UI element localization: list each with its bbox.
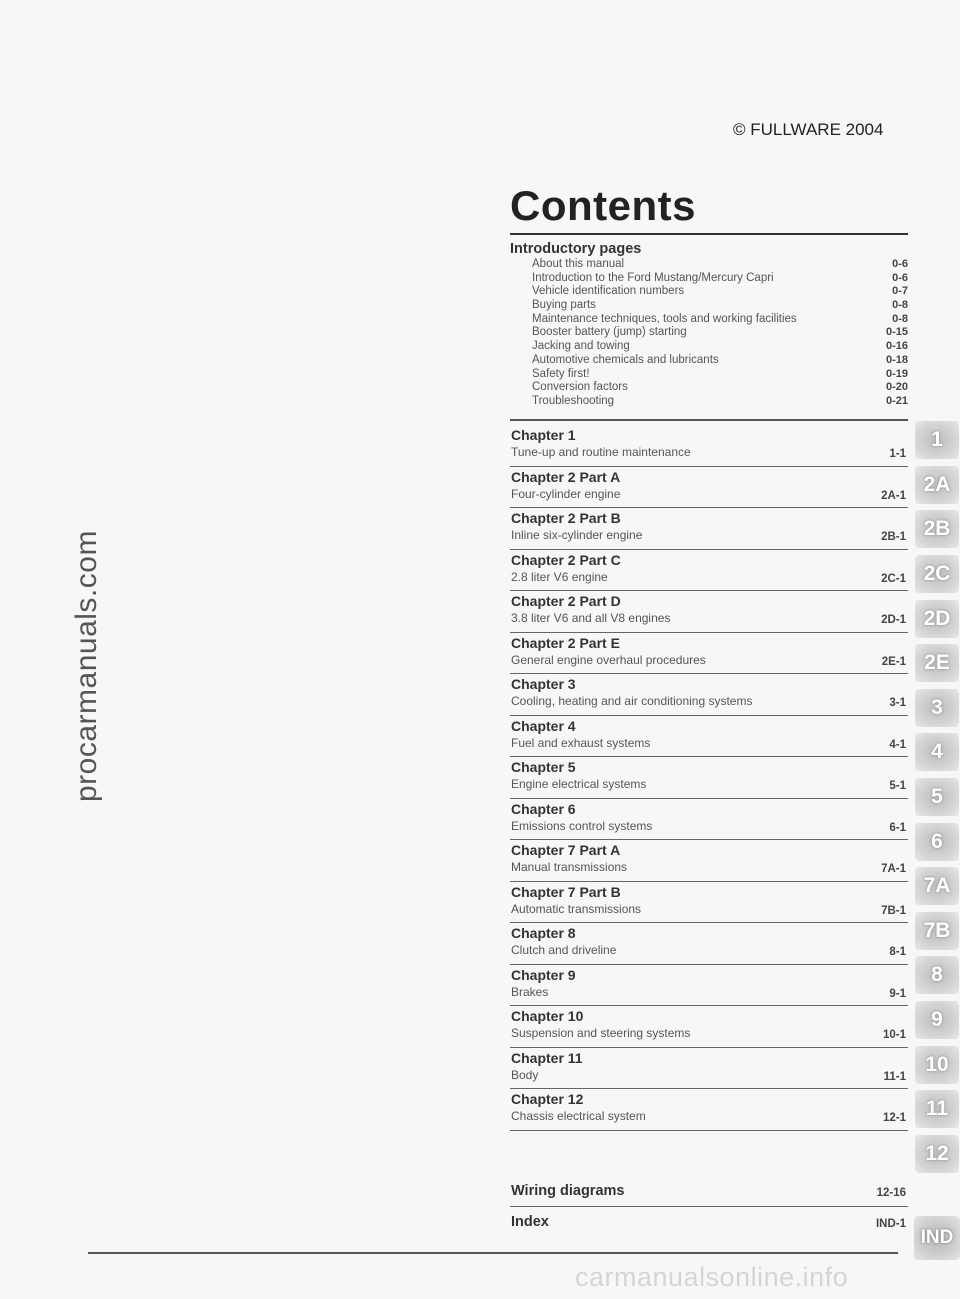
chapter-tab[interactable] [914,953,960,998]
chapter-title: Chapter 4 [511,717,576,734]
chapter-subtitle: Four-cylinder engine [511,486,621,501]
chapter-tab[interactable] [914,909,960,954]
wiring-diagrams-title: Wiring diagrams [511,1183,625,1199]
chapter-subtitle: Fuel and exhaust systems [511,735,651,750]
chapter-tab-label: 9 [915,1001,959,1039]
chapter-tab-label: 8 [915,956,959,994]
intro-list [510,258,908,409]
chapter-tab[interactable] [914,641,960,686]
chapter-page: 11-1 [883,1070,906,1083]
chapter-title: Chapter 8 [511,925,576,941]
intro-item[interactable] [510,381,908,395]
chapter-tab[interactable] [914,1132,960,1177]
intro-item[interactable] [510,326,908,340]
intro-item[interactable] [510,354,908,368]
intro-item[interactable] [510,313,908,327]
page-title: Contents [510,182,696,229]
chapter-subtitle: Cooling, heating and air conditioning systems [511,694,753,708]
intro-item-label: Safety first! [532,367,590,380]
chapter-subtitle: Brakes [511,984,549,999]
chapter-entry[interactable] [510,1089,908,1131]
chapter-tab-label: 2C [915,555,959,593]
chapter-entry[interactable] [510,674,908,716]
chapter-title: Chapter 10 [511,1008,584,1024]
chapter-tab-label: 2D [915,600,959,638]
intro-heading: Introductory pages [510,241,642,257]
chapter-page: 1-1 [889,448,906,460]
intro-item-page: 0-8 [892,299,908,312]
intro-item-label: Booster battery (jump) starting [532,326,687,339]
chapter-tab[interactable] [914,819,960,864]
chapter-tab[interactable] [914,596,960,641]
intro-item-page: 0-16 [885,340,908,353]
chapter-entry[interactable] [510,799,908,841]
chapter-tab[interactable] [914,552,960,597]
chapter-title: Chapter 3 [511,676,576,692]
chapter-entry[interactable] [510,965,908,1007]
chapter-entry[interactable] [510,508,908,550]
chapter-page: 6-1 [889,821,906,834]
intro-item[interactable] [510,395,908,409]
chapter-page: 2D-1 [881,614,906,626]
chapter-subtitle: Automatic transmissions [511,901,642,916]
chapter-page: 2A-1 [881,489,906,502]
chapter-subtitle: Body [511,1067,539,1082]
intro-item[interactable] [510,272,908,286]
chapter-subtitle: Chassis electrical system [511,1109,646,1123]
chapter-list [510,425,908,1131]
chapter-title: Chapter 11 [511,1049,583,1066]
chapter-title: Chapter 7 Part B [511,883,621,900]
chapter-tab-label: 7A [915,867,959,905]
chapter-tab[interactable] [914,998,960,1043]
chapter-page: 9-1 [889,987,906,1000]
chapter-tab[interactable] [914,1087,960,1132]
intro-item-label: Automotive chemicals and lubricants [532,353,719,366]
chapter-title: Chapter 12 [511,1091,584,1107]
title-divider [510,233,908,235]
chapter-tab-label: 5 [915,778,959,816]
chapter-tabs [914,418,960,1176]
intro-item-label: Jacking and towing [532,340,630,353]
chapter-page: 5-1 [889,780,906,792]
chapter-entry[interactable] [510,1048,908,1090]
chapter-tab-label: 6 [915,823,959,861]
chapter-page: 10-1 [882,1029,906,1041]
intro-item[interactable] [510,285,908,299]
chapter-page: 12-1 [882,1112,906,1124]
intro-item[interactable] [510,258,908,272]
chapter-page: 3-1 [889,697,906,709]
chapter-tab[interactable] [914,507,960,552]
chapter-tab-label: 2E [915,644,959,682]
chapter-title: Chapter 2 Part A [511,468,621,485]
chapter-title: Chapter 1 [511,427,576,443]
chapter-title: Chapter 9 [511,966,576,983]
introductory-section [510,241,908,409]
chapter-title: Chapter 2 Part D [511,593,621,609]
chapter-tab[interactable] [914,775,960,820]
chapter-tab[interactable] [914,730,960,775]
watermark-bottom: carmanualsonline.info [575,1262,849,1292]
chapter-title: Chapter 2 Part B [511,510,621,526]
intro-item-label: Troubleshooting [532,394,615,407]
chapter-entry[interactable] [510,882,908,924]
intro-item[interactable] [510,368,908,382]
chapter-entry[interactable] [510,840,908,882]
chapter-entry[interactable] [510,425,908,467]
intro-divider [510,419,908,421]
chapter-tab[interactable] [914,686,960,731]
intro-item-page: 0-18 [885,353,908,366]
chapter-entry[interactable] [510,1006,908,1048]
chapter-page: 2C-1 [881,572,906,585]
chapter-subtitle: Manual transmissions [511,860,628,874]
chapter-tab-label: 2A [915,466,959,504]
chapter-entry[interactable] [510,923,908,965]
chapter-subtitle: Engine electrical systems [511,777,647,791]
intro-item-page: 0-7 [892,285,908,298]
chapter-title: Chapter 5 [511,759,576,775]
chapter-subtitle: Tune-up and routine maintenance [511,445,691,459]
chapter-tab-label: 3 [915,689,959,727]
chapter-entry[interactable] [510,591,908,633]
chapter-page: 2E-1 [881,655,906,668]
chapter-subtitle: Clutch and driveline [511,943,617,957]
chapter-subtitle: Inline six-cylinder engine [511,528,643,542]
intro-item-page: 0-15 [885,326,908,339]
chapter-subtitle: Emissions control systems [511,818,653,833]
index-entry[interactable] [510,1212,908,1238]
chapter-subtitle: 3.8 liter V6 and all V8 engines [511,611,671,625]
intro-item-label: Maintenance techniques, tools and working facilities [532,312,797,325]
chapter-tab[interactable] [914,418,960,463]
chapter-title: Chapter 6 [511,800,576,817]
chapter-tab-label: 7B [915,912,959,950]
chapter-tab-label: 4 [915,733,959,771]
intro-item-page: 0-6 [892,258,908,270]
chapter-tab-label: 12 [915,1135,959,1173]
chapter-entry[interactable] [510,550,908,592]
chapter-tab-label: 2B [915,510,959,548]
intro-item-label: Buying parts [532,299,596,312]
chapter-subtitle: General engine overhaul procedures [511,652,706,667]
chapter-page: 4-1 [889,738,906,751]
chapter-entry[interactable] [510,633,908,675]
chapter-page: 7B-1 [881,904,906,917]
wiring-diagrams-entry[interactable] [510,1181,908,1207]
wiring-diagrams-page: 12-16 [876,1187,906,1199]
intro-item-label: Vehicle identification numbers [532,285,685,298]
chapter-page: 7A-1 [881,863,906,875]
chapter-entry[interactable] [510,757,908,799]
intro-item-page: 0-19 [885,367,908,380]
chapter-page: 8-1 [889,946,906,958]
intro-item-page: 0-6 [892,271,908,284]
intro-item-page: 0-21 [885,394,908,407]
chapter-entry[interactable] [510,716,908,758]
intro-item[interactable] [510,340,908,354]
chapter-tab[interactable] [914,463,960,508]
chapter-tab-label: 1 [915,421,959,459]
index-page: IND-1 [875,1218,906,1230]
intro-item[interactable] [510,299,908,313]
index-title: Index [511,1214,549,1230]
chapter-tab-label: 10 [915,1046,959,1084]
chapter-subtitle: 2.8 liter V6 engine [511,569,608,584]
intro-item-label: About this manual [532,258,625,270]
chapter-title: Chapter 7 Part A [511,842,621,858]
chapter-title: Chapter 2 Part C [511,551,621,568]
chapter-tab[interactable] [914,864,960,909]
bottom-divider [88,1252,898,1254]
chapter-title: Chapter 2 Part E [511,634,620,651]
chapter-subtitle: Suspension and steering systems [511,1026,691,1040]
intro-item-page: 0-8 [892,312,908,325]
index-tab[interactable]: IND [914,1216,960,1260]
watermark-left: procarmanuals.com [70,530,103,802]
intro-item-label: Conversion factors [532,381,628,394]
chapter-entry[interactable] [510,467,908,509]
copyright-notice: © FULLWARE 2004 [733,120,884,139]
chapter-tab[interactable] [914,1042,960,1087]
intro-item-label: Introduction to the Ford Mustang/Mercury Capri [532,271,774,284]
chapter-tab-label: 11 [915,1090,959,1128]
intro-item-page: 0-20 [885,381,908,394]
chapter-page: 2B-1 [881,531,906,543]
